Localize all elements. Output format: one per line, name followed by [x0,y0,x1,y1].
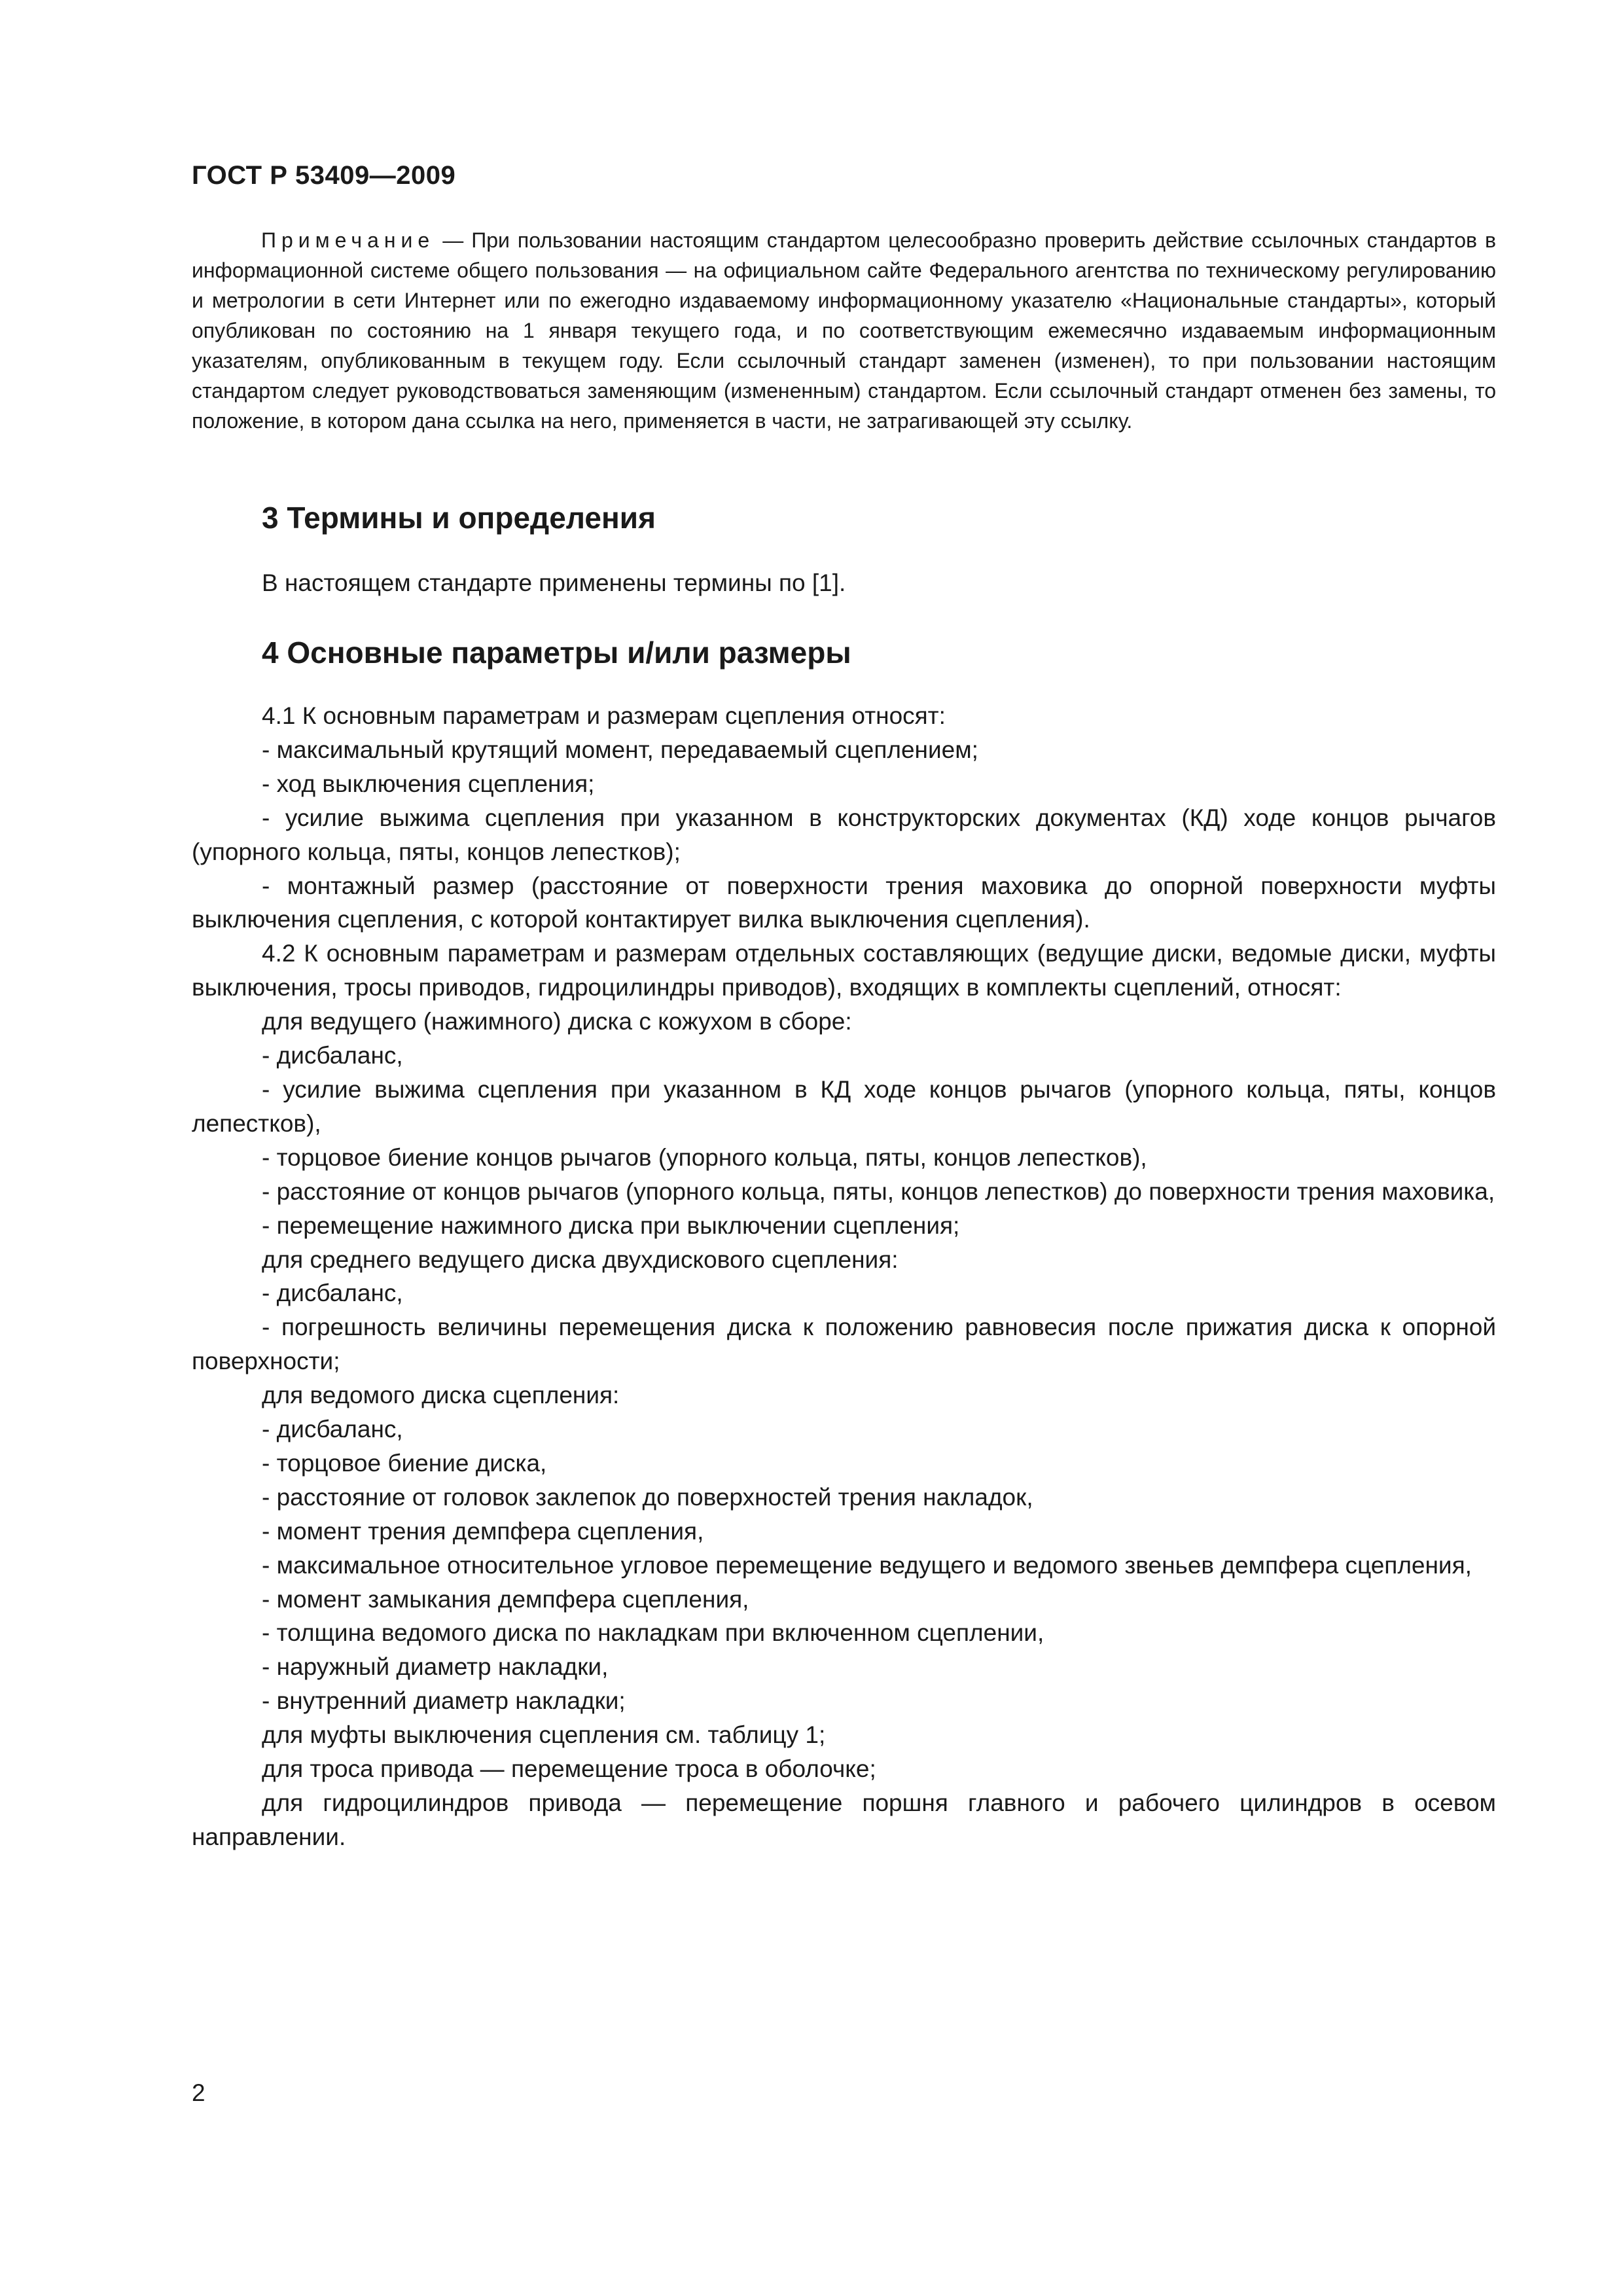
paragraph: для троса привода — перемещение троса в оболочке; [262,1755,876,1783]
list-item: - торцовое биение диска, [262,1449,547,1477]
list-item: - дисбаланс, [262,1042,403,1069]
list-item: - расстояние от концов рычагов (упорного кольца, пяты, концов лепестков) до поверхности трения маховика, [262,1177,1495,1205]
note-paragraph [192,225,1496,436]
list-item: - расстояние от головок заклепок до поверхностей трения накладок, [262,1483,1033,1511]
section-3-heading: 3 Термины и определения [262,501,656,535]
section-4-heading: 4 Основные параметры и/или размеры [262,636,851,670]
list-item: - максимальное относительное угловое перемещение ведущего и ведомого звеньев демпфера сцепления, [262,1551,1472,1579]
section-4-body [192,699,1496,1854]
list-item: - ход выключения сцепления; [262,770,595,797]
paragraph: для ведомого диска сцепления: [262,1382,620,1409]
page-number: 2 [192,2079,205,2106]
list-item: - внутренний диаметр накладки; [262,1687,626,1715]
list-item: - перемещение нажимного диска при выключении сцепления; [262,1211,960,1239]
list-item: - момент замыкания демпфера сцепления, [262,1585,749,1613]
document-code: ГОСТ Р 53409—2009 [192,161,456,190]
list-item: - торцовое биение концов рычагов (упорного кольца, пяты, концов лепестков), [262,1143,1147,1171]
list-item: - погрешность величины перемещения диска к положению равновесия после прижатия диска к опорной поверхности; [192,1314,1496,1375]
list-item: - момент трения демпфера сцепления, [262,1517,704,1545]
list-item: - максимальный крутящий момент, передаваемый сцеплением; [262,736,978,763]
paragraph: для среднего ведущего диска двухдискового сцепления: [262,1246,899,1273]
list-item: - дисбаланс, [262,1416,403,1443]
paragraph: для гидроцилиндров привода — перемещение поршня главного и рабочего цилиндров в осевом направлении. [192,1789,1496,1850]
section-3-text: В настоящем стандарте применены термины по [1]. [262,569,846,596]
list-item: - усилие выжима сцепления при указанном в конструкторских документах (КД) ходе концов рычагов (упорного кольца, пяты, концов лепестков); [192,804,1496,865]
list-item: - толщина ведомого диска по накладкам при включенном сцеплении, [262,1619,1044,1647]
paragraph: для муфты выключения сцепления см. таблицу 1; [262,1721,826,1749]
note-text: — При пользовании настоящим стандартом целесообразно проверить действие ссылочных стандартов в информационной системе общего пользования — на официальном сайте Федерального агентства по техническому регулированию и метрологии в сети Интернет или по ежегодно издаваемому информационному указателю «Национальные стандарты», который опубликован по состоянию на 1 января текущего года, и по соответствующим ежемесячно издаваемым информационным указателям, опубликованным в текущем году. Если ссылочный стандарт заменен (изменен), то при пользовании настоящим стандартом следует руководствоваться заменяющим (измененным) стандартом. Если ссылочный стандарт отменен без замены, то положение, в котором дана ссылка на него, применяется в части, не затрагивающей эту ссылку. [192,228,1496,433]
paragraph: 4.1 К основным параметрам и размерам сцепления относят: [262,702,946,729]
list-item: - дисбаланс, [262,1280,403,1307]
paragraph: 4.2 К основным параметрам и размерам отдельных составляющих (ведущие диски, ведомые диски, муфты выключения, тросы приводов, гидроцилиндры приводов), входящих в комплекты сцеплений, относят: [192,940,1496,1001]
note-label: Примечание [261,228,435,252]
list-item: - наружный диаметр накладки, [262,1653,609,1681]
list-item: - усилие выжима сцепления при указанном в КД ходе концов рычагов (упорного кольца, пяты, концов лепестков), [192,1075,1496,1137]
paragraph: для ведущего (нажимного) диска с кожухом в сборе: [262,1008,852,1035]
list-item: - монтажный размер (расстояние от поверхности трения маховика до опорной поверхности муфты выключения сцепления, с которой контактирует вилка выключения сцепления). [192,872,1496,933]
